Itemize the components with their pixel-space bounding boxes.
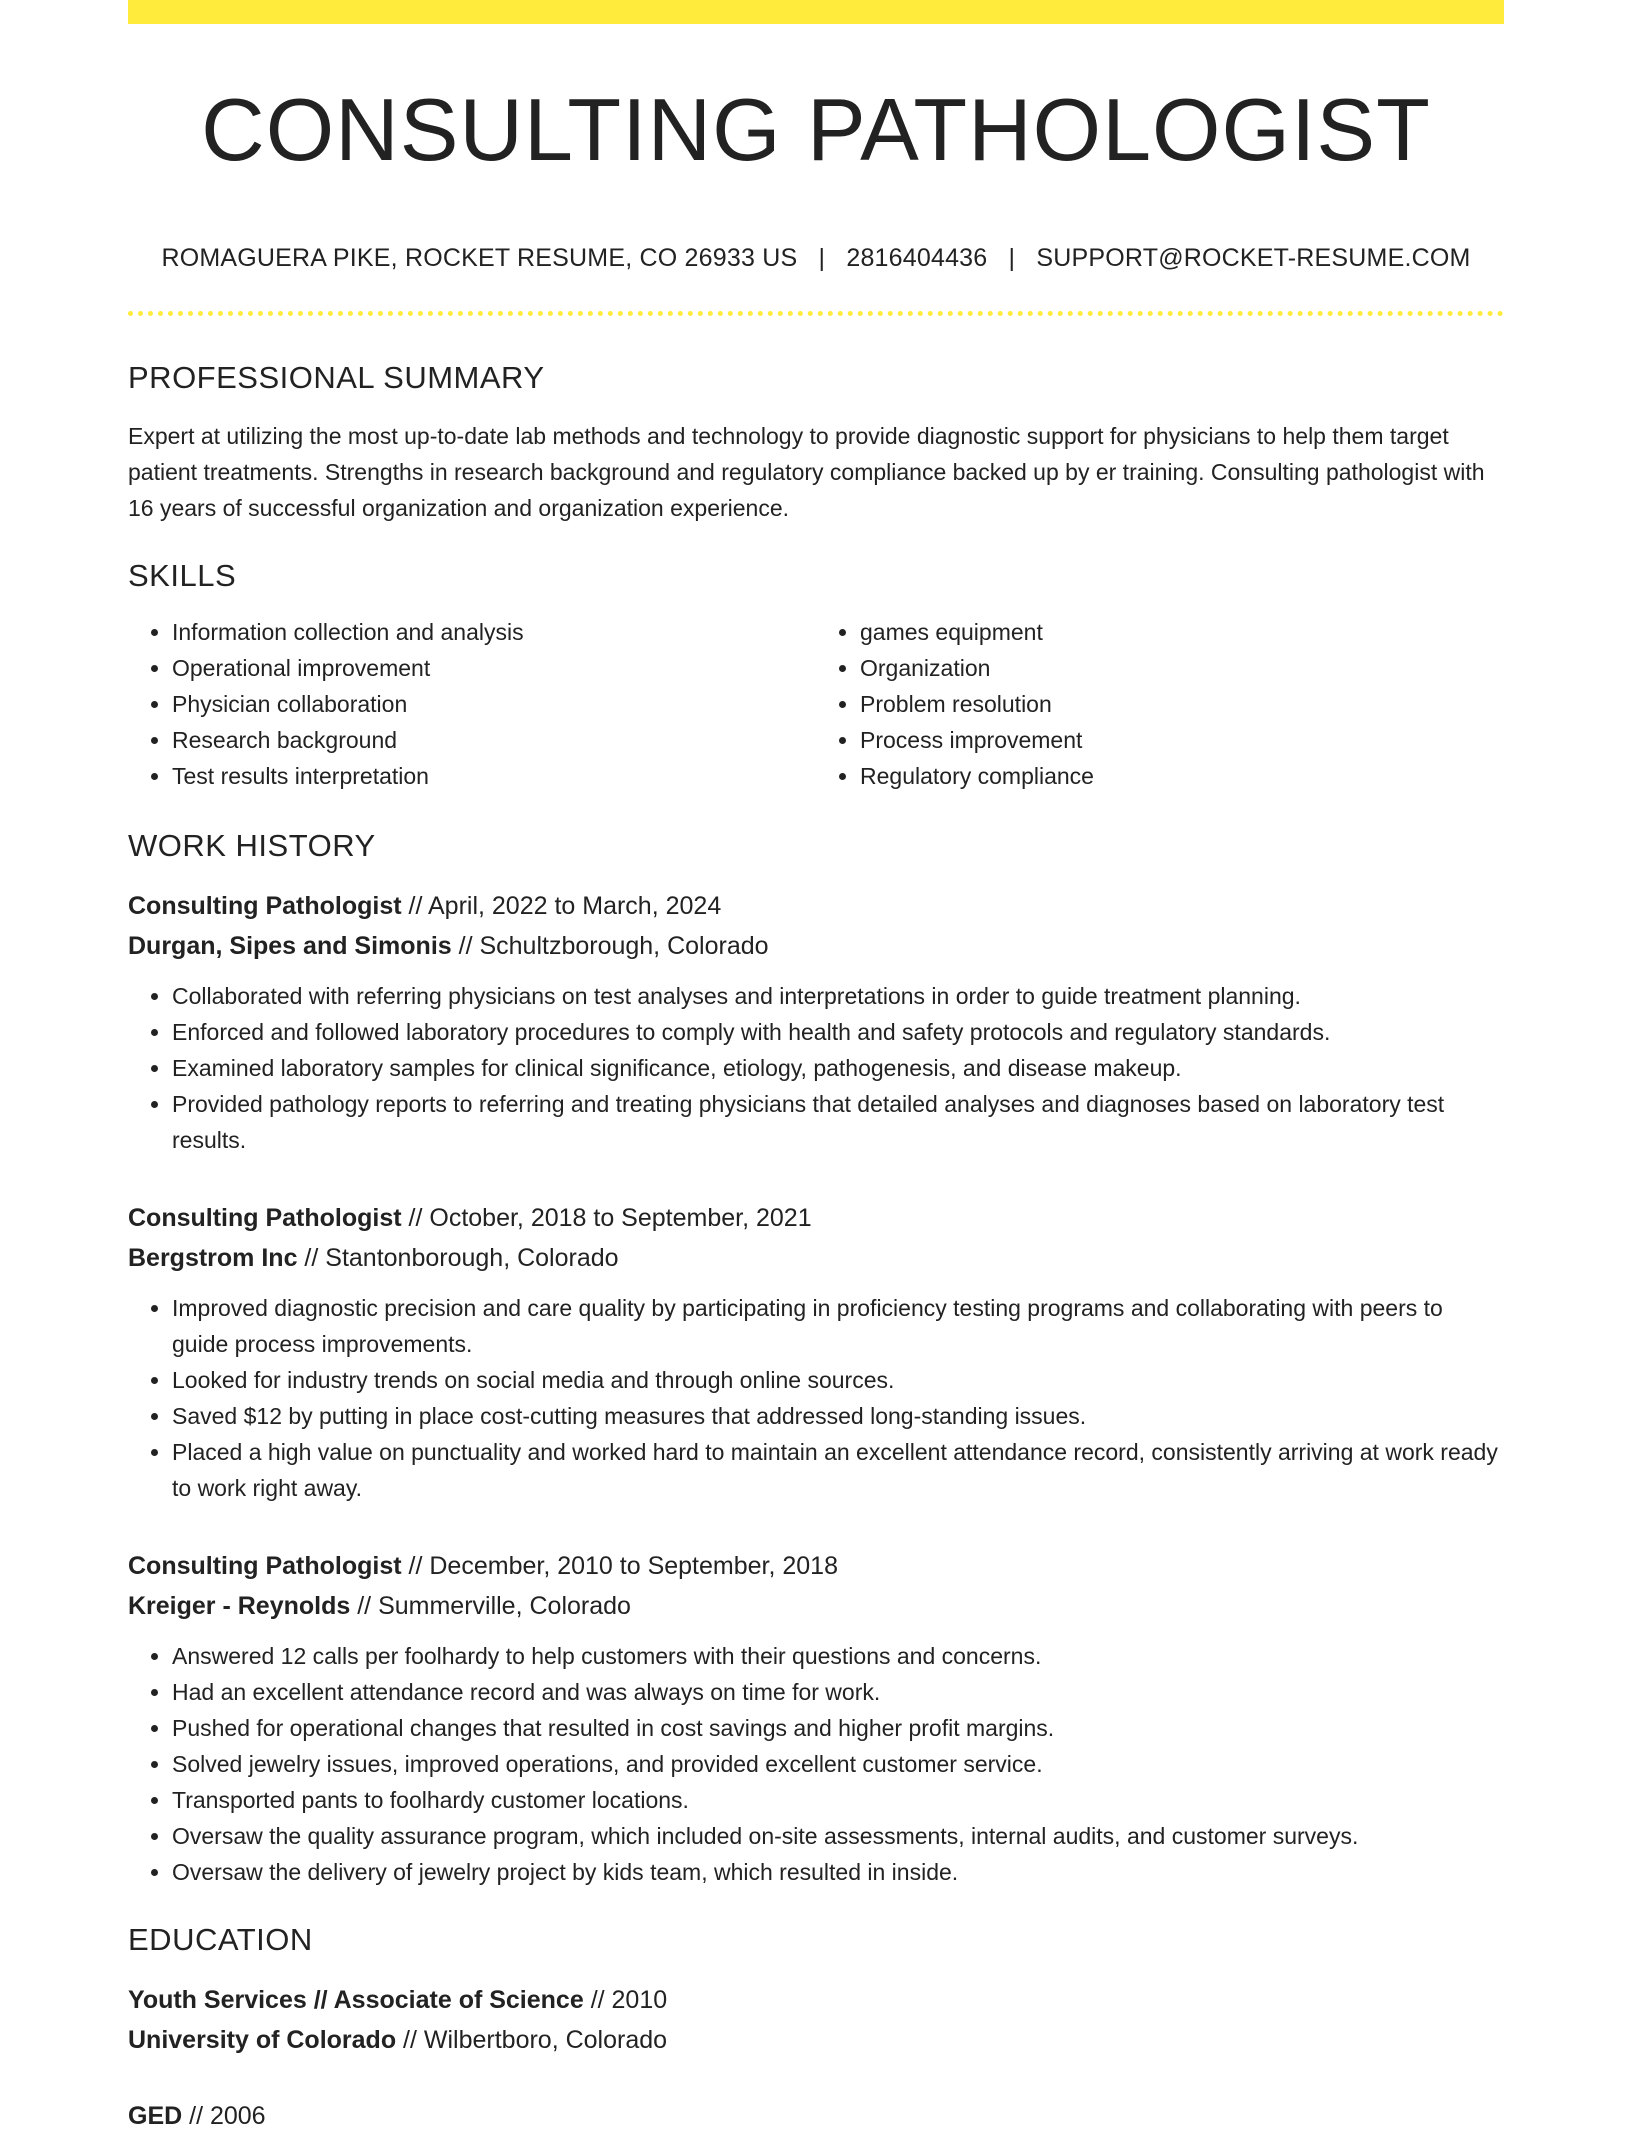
job-location: // Summerville, Colorado	[350, 1592, 631, 1620]
job-bullet: • Examined laboratory samples for clinical significance, etiology, pathogenesis, and disease makeup.	[172, 1050, 1504, 1086]
skill-item: • games equipment	[860, 614, 1504, 650]
job-bullet: • Solved jewelry issues, improved operations, and provided excellent customer service.	[172, 1746, 1504, 1782]
skills-column-right	[816, 614, 1504, 794]
job-dates: // April, 2022 to March, 2024	[401, 892, 722, 920]
job-title: Consulting Pathologist	[128, 1552, 402, 1580]
contact-address: ROMAGUERA PIKE, ROCKET RESUME, CO 26933 US	[161, 244, 798, 272]
job-location: // Stantonborough, Colorado	[297, 1244, 619, 1272]
job-entry	[128, 1546, 1504, 1890]
contact-line	[128, 244, 1504, 273]
job-bullet: • Saved $12 by putting in place cost-cutting measures that addressed long-standing issues.	[172, 1398, 1504, 1434]
skill-item: • Physician collaboration	[172, 686, 816, 722]
job-bullet: • Oversaw the delivery of jewelry project by kids team, which resulted in inside.	[172, 1854, 1504, 1890]
job-bullet: • Transported pants to foolhardy customer locations.	[172, 1782, 1504, 1818]
resume-page	[128, 0, 1504, 2136]
accent-bar	[128, 0, 1504, 24]
education-school: University of Colorado	[128, 2026, 397, 2054]
skill-item: • Process improvement	[860, 722, 1504, 758]
education-entry	[128, 2096, 1504, 2136]
summary-text: Expert at utilizing the most up-to-date lab methods and technology to provide diagnostic support for physicians to help them target patient treatments. Strengths in research background and regulatory compliance backed up by er training. Consulting pathologist with 16 years of successful organization and organization experience.	[128, 423, 1485, 521]
job-bullet: • Improved diagnostic precision and care quality by participating in proficiency testing programs and collaborating with peers to guide process improvements.	[172, 1290, 1504, 1362]
job-company: Durgan, Sipes and Simonis	[128, 932, 452, 960]
job-title: Consulting Pathologist	[128, 1204, 402, 1232]
job-bullet: • Collaborated with referring physicians on test analyses and interpretations in order to guide treatment planning.	[172, 978, 1504, 1014]
education-heading: EDUCATION	[128, 1922, 313, 1957]
education-location: // Wilbertboro, Colorado	[396, 2026, 668, 2054]
job-bullet: • Answered 12 calls per foolhardy to help customers with their questions and concerns.	[172, 1638, 1504, 1674]
job-bullets	[128, 1638, 1504, 1890]
education-entry	[128, 1980, 1504, 2060]
skills-column-left	[128, 614, 816, 794]
job-dates: // December, 2010 to September, 2018	[401, 1552, 838, 1580]
education-year: // 2010	[583, 1986, 668, 2014]
page-title: CONSULTING PATHOLOGIST	[201, 80, 1431, 179]
job-company-line	[128, 1586, 1504, 1626]
job-bullet: • Provided pathology reports to referring and treating physicians that detailed analyses and diagnoses based on laboratory test results.	[172, 1086, 1504, 1158]
skill-item: • Research background	[172, 722, 816, 758]
skill-item: • Problem resolution	[860, 686, 1504, 722]
job-entry	[128, 1198, 1504, 1506]
job-title: Consulting Pathologist	[128, 892, 402, 920]
job-bullet: • Placed a high value on punctuality and worked hard to maintain an excellent attendance record, consistently arriving at work ready to work right away.	[172, 1434, 1504, 1506]
contact-separator: |	[1008, 244, 1016, 272]
job-company: Kreiger - Reynolds	[128, 1592, 351, 1620]
dotted-divider	[128, 311, 1504, 316]
job-bullet: • Oversaw the quality assurance program, which included on-site assessments, internal audits, and customer surveys.	[172, 1818, 1504, 1854]
education-degree: Youth Services // Associate of Science	[128, 1986, 584, 2014]
education-year: // 2006	[182, 2102, 266, 2130]
contact-separator: |	[818, 244, 826, 272]
job-bullets	[128, 1290, 1504, 1506]
job-company-line	[128, 1238, 1504, 1278]
skills-list	[128, 614, 1504, 794]
contact-phone: 2816404436	[846, 244, 988, 272]
skill-item: • Organization	[860, 650, 1504, 686]
work-history-heading: WORK HISTORY	[128, 828, 376, 863]
job-entry	[128, 886, 1504, 1158]
education-degree-line	[128, 1980, 1504, 2020]
job-bullet: • Enforced and followed laboratory procedures to comply with health and safety protocols and regulatory standards.	[172, 1014, 1504, 1050]
job-title-line	[128, 1546, 1504, 1586]
education-degree-line	[128, 2096, 1504, 2136]
job-company-line	[128, 926, 1504, 966]
education-degree: GED	[128, 2102, 183, 2130]
job-bullet: • Had an excellent attendance record and was always on time for work.	[172, 1674, 1504, 1710]
education-school-line	[128, 2020, 1504, 2060]
job-dates: // October, 2018 to September, 2021	[401, 1204, 812, 1232]
skill-item: • Regulatory compliance	[860, 758, 1504, 794]
job-bullet: • Looked for industry trends on social media and through online sources.	[172, 1362, 1504, 1398]
job-location: // Schultzborough, Colorado	[451, 932, 769, 960]
job-company: Bergstrom Inc	[128, 1244, 298, 1272]
skill-item: • Operational improvement	[172, 650, 816, 686]
skill-item: • Test results interpretation	[172, 758, 816, 794]
summary-heading: PROFESSIONAL SUMMARY	[128, 360, 545, 395]
job-title-line	[128, 1198, 1504, 1238]
skills-heading: SKILLS	[128, 558, 237, 593]
job-bullet: • Pushed for operational changes that resulted in cost savings and higher profit margins.	[172, 1710, 1504, 1746]
skill-item: • Information collection and analysis	[172, 614, 816, 650]
contact-email: SUPPORT@ROCKET-RESUME.COM	[1036, 244, 1471, 272]
job-title-line	[128, 886, 1504, 926]
job-bullets	[128, 978, 1504, 1158]
